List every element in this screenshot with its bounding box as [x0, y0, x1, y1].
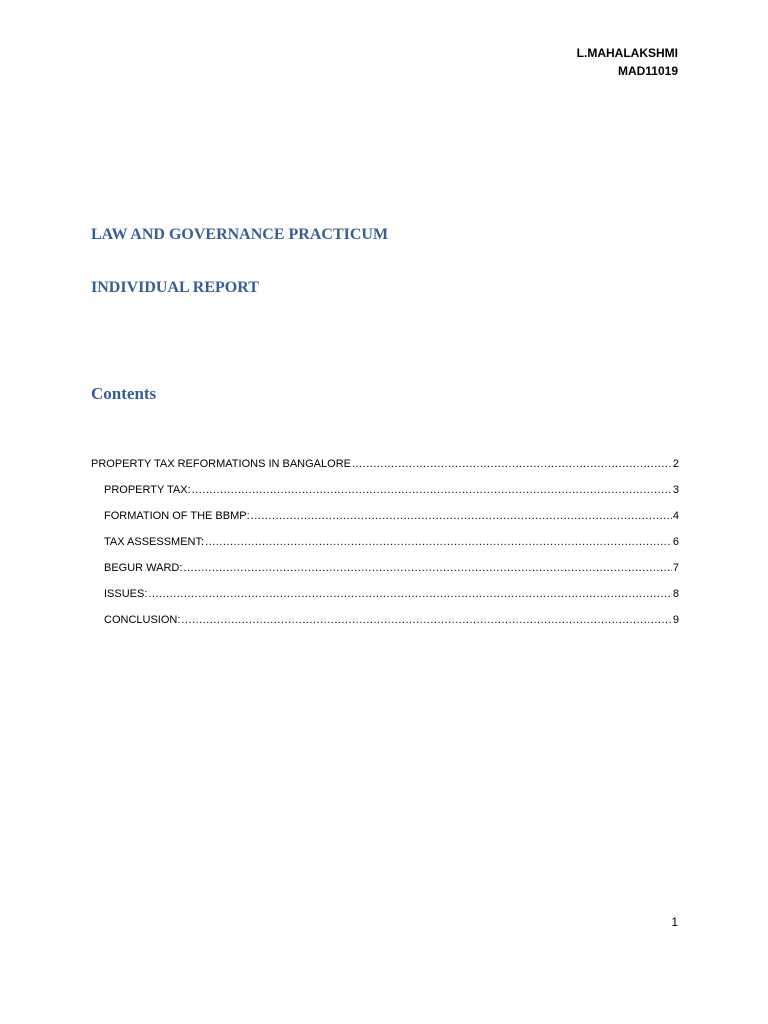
toc-entry[interactable]	[91, 562, 679, 588]
toc-entry-page: 3	[672, 484, 679, 496]
toc-entry-label: PROPERTY TAX:	[104, 484, 191, 496]
page-number: 1	[671, 915, 678, 929]
toc-entry-page: 7	[672, 562, 679, 574]
toc-leader-dots	[192, 484, 672, 496]
toc-entry-page: 2	[672, 458, 679, 470]
toc-entry-label: TAX ASSESSMENT:	[104, 536, 205, 548]
toc-entry[interactable]	[91, 614, 679, 640]
toc-entry[interactable]	[91, 458, 679, 484]
toc-leader-dots	[352, 458, 672, 470]
toc-entry-label: PROPERTY TAX REFORMATIONS IN BANGALORE	[91, 458, 351, 470]
toc-entry[interactable]	[91, 484, 679, 510]
toc-entry[interactable]	[91, 536, 679, 562]
contents-heading: Contents	[91, 384, 157, 403]
toc-entry-label: BEGUR WARD:	[104, 562, 183, 574]
author-id: MAD11019	[617, 64, 678, 78]
toc-leader-dots	[251, 510, 672, 522]
toc-entry[interactable]	[91, 588, 679, 614]
toc-entry-page: 9	[672, 614, 679, 626]
document-subtitle: INDIVIDUAL REPORT	[91, 279, 259, 296]
toc-entry-page: 4	[672, 510, 679, 522]
author-block	[577, 44, 678, 80]
toc-entry-page: 6	[672, 536, 679, 548]
toc-leader-dots	[181, 614, 671, 626]
toc-leader-dots	[205, 536, 672, 548]
toc-entry-label: CONCLUSION:	[104, 614, 181, 626]
toc-entry-label: FORMATION OF THE BBMP:	[104, 510, 250, 522]
toc-entry[interactable]	[91, 510, 679, 536]
toc-entry-label: ISSUES:	[104, 588, 148, 600]
table-of-contents	[91, 458, 679, 640]
author-name: L.MAHALAKSHMI	[576, 46, 678, 60]
toc-leader-dots	[148, 588, 671, 600]
document-title: LAW AND GOVERNANCE PRACTICUM	[91, 226, 389, 243]
toc-leader-dots	[183, 562, 671, 574]
toc-entry-page: 8	[672, 588, 679, 600]
